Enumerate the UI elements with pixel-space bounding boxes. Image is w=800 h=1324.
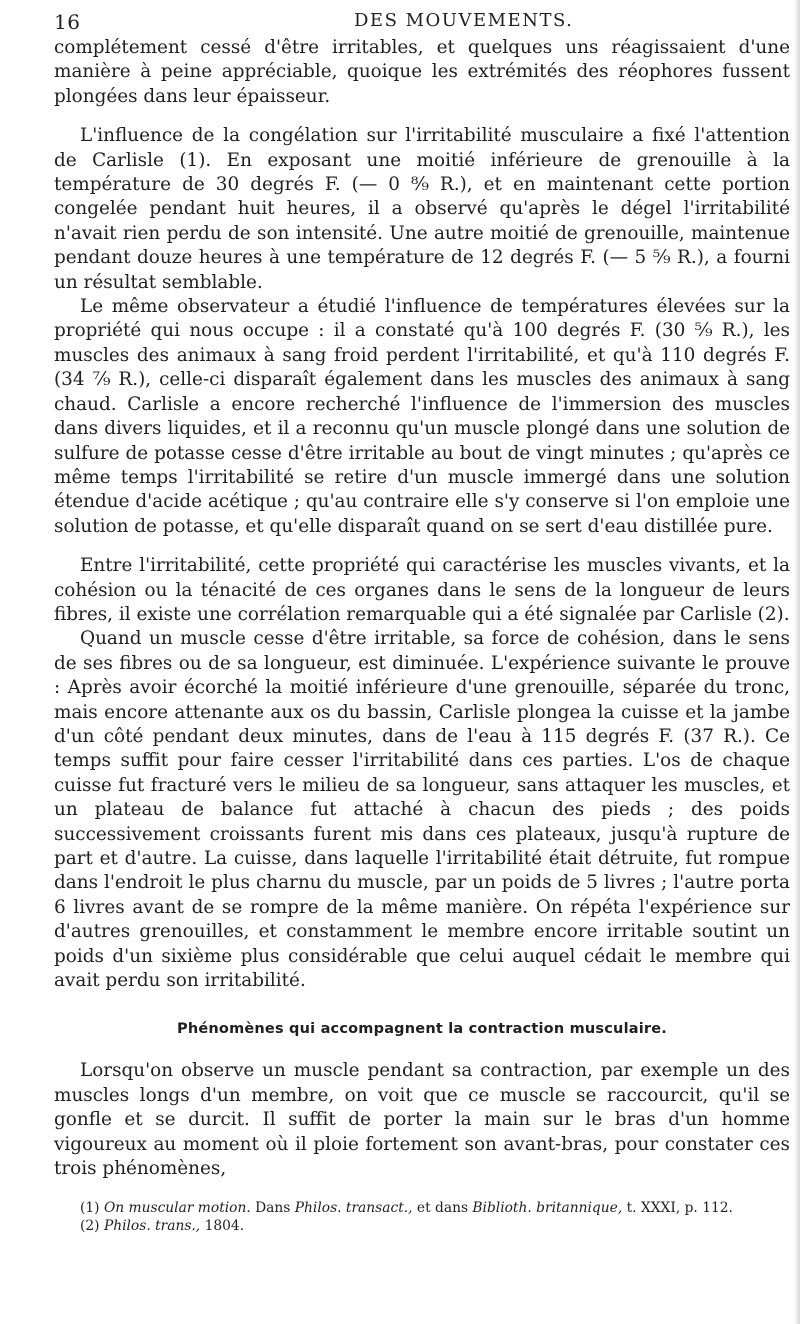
footnote-2 [54,1217,790,1235]
paragraph-experiment: Quand un muscle cesse d'être irritable, sa force de cohésion, dans le sens de ses fibres ou de sa longueur, est diminuée. L'expérience suivante le prouve : Après avoir écorché la moitié inférieure d'une grenouille, séparée du tronc, mais encore attenante aux os du bassin, Carlisle plongea la cuisse et la jambe d'un côté pendant deux minutes, dans de l'eau à 115 degrés F. (37 R.). Ce temps suffit pour faire cesser l'irritabilité dans ces parties. L'os de chaque cuisse fut fracturé vers le milieu de sa longueur, sans attaquer les muscles, et un plateau de balance fut attaché à chacun des pieds ; des poids successivement croissants furent mis dans ces plateaux, jusqu'à rupture de part et d'autre. La cuisse, dans laquelle l'irritabilité était détruite, fut rompue dans l'endroit le plus charnu du muscle, par un poids de 5 livres ; l'autre porta 6 livres avant de se rompre de la même manière. On répéta l'expérience sur d'autres grenouilles, et constamment le membre encore irritable soutint un poids d'un sixième plus considérable que celui auquel cédait le membre qui avait perdu son irritabilité. [54,628,790,992]
footnote-number: (2) [80,1218,100,1235]
footnote-journal: Philos. transact., [294,1200,413,1217]
footnote-journal: Biblioth. britannique, [472,1200,623,1217]
footnote-title: On muscular motion. [103,1200,251,1217]
footnotes [54,1199,790,1235]
paragraph-congelation: L'influence de la congélation sur l'irritabilité musculaire a fixé l'attention de Carlisle (1). En exposant une moitié inférieure de grenouille à la température de 30 degrés F. (— 0 ⁸⁄₉ R.), et en maintenant cette portion congelée pendant huit heures, il a observé qu'après le dégel l'irritabilité n'avait rien perdu de son intensité. Une autre moitié de grenouille, maintenue pendant douze heures à une température de 12 degrés F. (— 5 ⁵⁄₉ R.), a fourni un résultat semblable. [54,125,790,293]
page-edge-shadow [794,0,800,1324]
body-text [54,36,790,993]
footnote-journal: Philos. trans., [103,1218,201,1235]
paragraph-contraction: Lorsqu'on observe un muscle pendant sa contraction, par exemple un des muscles longs d'un membre, on voit que ce muscle se raccourcit, qu'il se gonfle et se durcit. Il suffit de porter la main sur le bras d'un homme vigoureux au moment où il ploie fortement son avant-bras, pour constater ces trois phénomènes, [54,1060,790,1180]
footnote-number: (1) [80,1200,100,1217]
book-page [54,8,790,1235]
section-heading: Phénomènes qui accompagnent la contraction musculaire. [177,1021,667,1038]
running-title: DES MOUVEMENTS. [354,10,574,31]
paragraph-continuation: complétement cessé d'être irritables, et quelques uns réagissaient d'une manière à peine appréciable, quoique les extrémités des réophores fussent plongées dans leur épaisseur. [54,37,790,107]
footnote-text: t. XXXI, p. 112. [622,1200,733,1217]
section-text [54,1059,790,1181]
footnote-text: Dans [250,1200,295,1217]
paragraph-temperatures: Le même observateur a étudié l'influence de températures élevées sur la propriété qui nous occupe : il a constaté qu'à 100 degrés F. (30 ⁵⁄₉ R.), les muscles des animaux à sang froid perdent l'irritabilité, et qu'à 110 degrés F. (34 ⁷⁄₉ R.), celle-ci disparaît également dans les muscles des animaux à sang chaud. Carlisle a encore recherché l'influence de l'immersion des muscles dans divers liquides, et il a reconnu qu'un muscle plongé dans une solution de sulfure de potasse cesse d'être irritable au bout de vingt minutes ; qu'après ce même temps l'irritabilité se retire d'un muscle immergé dans une solution étendue d'acide acétique ; qu'au contraire elle s'y conserve si l'on emploie une solution de potasse, et qu'elle disparaît quand on se sert d'eau distillée pure. [54,296,790,537]
footnote-1 [54,1199,790,1217]
paragraph-cohesion: Entre l'irritabilité, cette propriété qui caractérise les muscles vivants, et la cohésion ou la ténacité de ces organes dans le sens de la longueur de leurs fibres, il existe une corrélation remarquable qui a été signalée par Carlisle (2). [54,555,790,625]
page-number: 16 [54,10,81,34]
running-head [54,8,790,36]
footnote-text: 1804. [200,1218,245,1235]
footnote-text: et dans [412,1200,473,1217]
